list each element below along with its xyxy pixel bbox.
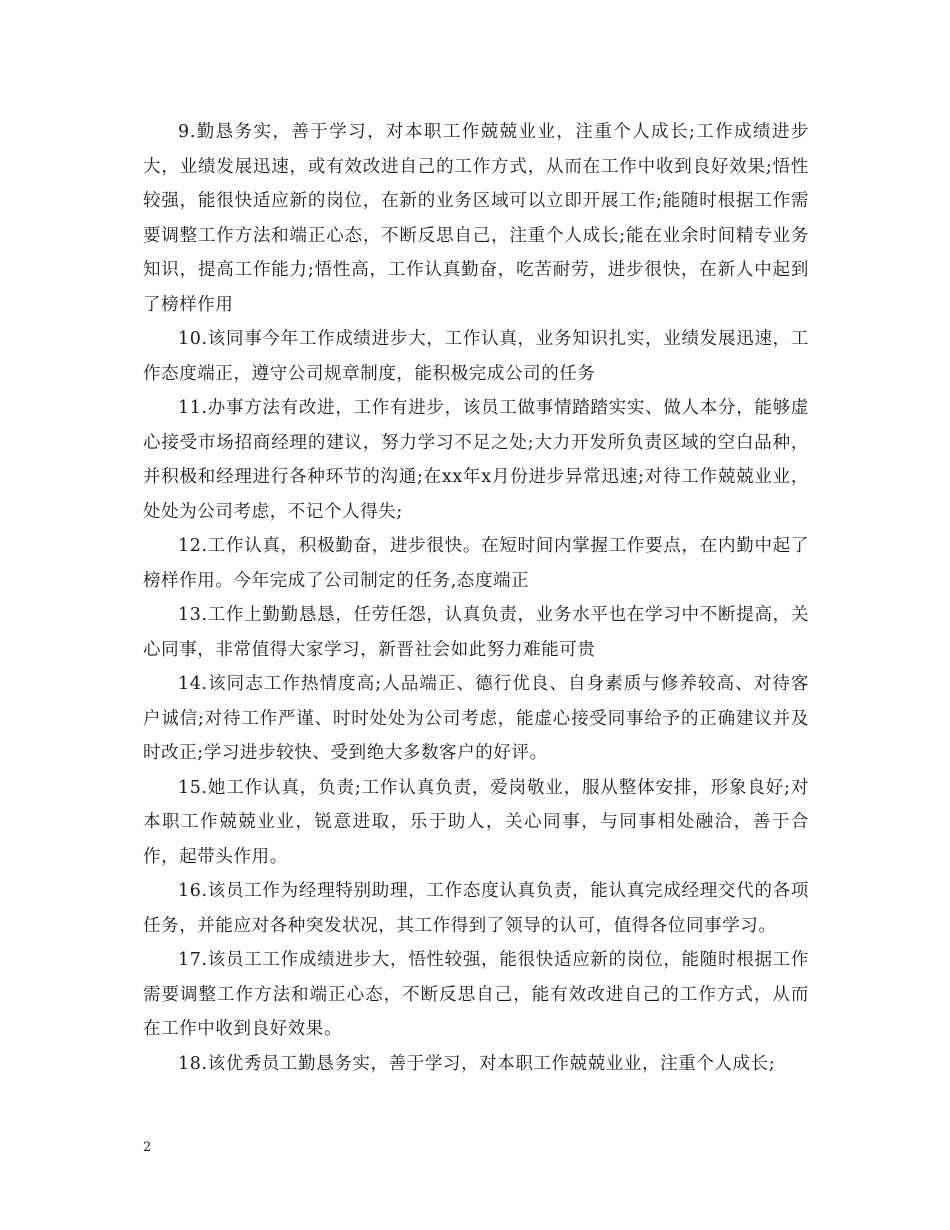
paragraph-14: 14.该同志工作热情度高;人品端正、德行优良、自身素质与修养较高、对待客户诚信;对待工作严谨、时时处处为公司考虑，能虚心接受同事给予的正确建议并及时改正;学习进步较快、受到绝大多数客户的好评。: [143, 674, 809, 763]
document-body: [143, 115, 809, 1081]
paragraph-15: 15.她工作认真，负责;工作认真负责，爱岗敬业，服从整体安排，形象良好;对本职工作兢兢业业，锐意进取，乐于助人，关心同事，与同事相处融洽，善于合作，起带头作用。: [143, 777, 809, 867]
paragraph-9: 9.勤恳务实，善于学习，对本职工作兢兢业业，注重个人成长;工作成绩进步大，业绩发展迅速，或有效改进自己的工作方式，从而在工作中收到良好效果;悟性较强，能很快适应新的岗位，在新的业务区域可以立即开展工作;能随时根据工作需要调整工作方法和端正心态，不断反思自己，注重个人成长;能在业余时间精专业务知识，提高工作能力;悟性高，工作认真勤奋，吃苦耐劳，进步很快，在新人中起到了榜样作用: [143, 122, 809, 315]
paragraph-17: 17.该员工工作成绩进步大，悟性较强，能很快适应新的岗位，能随时根据工作需要调整工作方法和端正心态，不断反思自己，能有效改进自己的工作方式，从而在工作中收到良好效果。: [143, 950, 809, 1039]
paragraph-11: 11.办事方法有改进，工作有进步，该员工做事情踏踏实实、做人本分，能够虚心接受市场招商经理的建议，努力学习不足之处;大力开发所负责区域的空白品种，并积极和经理进行各种环节的沟通;在xx年x月份进步异常迅速;对待工作兢兢业业，处处为公司考虑，不记个人得失;: [143, 398, 809, 522]
paragraph-16: 16.该员工作为经理特别助理，工作态度认真负责，能认真完成经理交代的各项任务，并能应对各种突发状况，其工作得到了领导的认可，值得各位同事学习。: [143, 881, 809, 936]
paragraph-13: 13.工作上勤勤恳恳，任劳任怨，认真负责，业务水平也在学习中不断提高，关心同事，非常值得大家学习，新晋社会如此努力难能可贵: [143, 605, 809, 660]
paragraph-10: 10.该同事今年工作成绩进步大，工作认真，业务知识扎实，业绩发展迅速，工作态度端正，遵守公司规章制度，能积极完成公司的任务: [143, 329, 809, 384]
paragraph-12: 12.工作认真，积极勤奋，进步很快。在短时间内掌握工作要点，在内勤中起了榜样作用。今年完成了公司制定的任务,态度端正: [143, 536, 809, 591]
paragraph-18: 18.该优秀员工勤恳务实，善于学习，对本职工作兢兢业业，注重个人成长;: [178, 1053, 776, 1074]
page-number: 2: [143, 1140, 152, 1155]
